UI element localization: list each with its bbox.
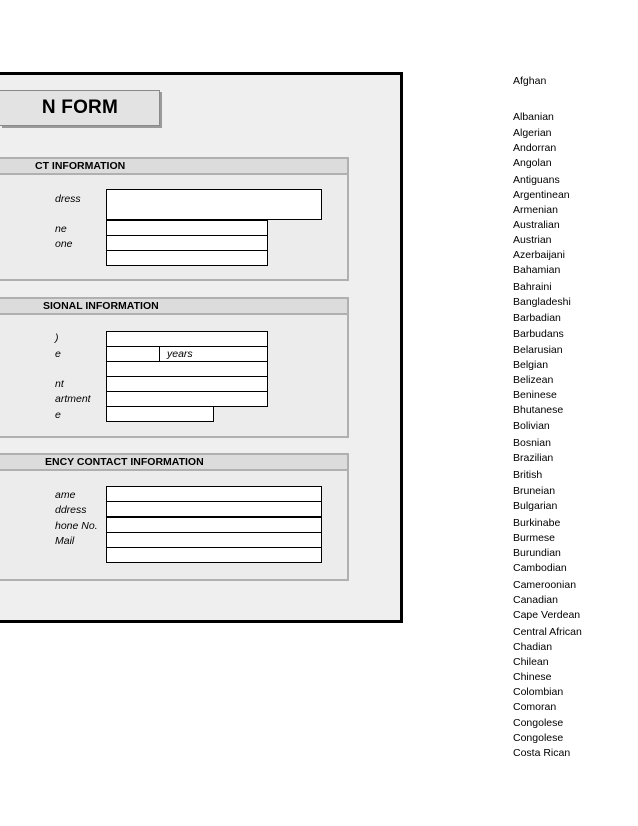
- emergency-phone-field[interactable]: [106, 517, 322, 533]
- field-label: Mail: [55, 535, 75, 547]
- list-item: Barbadian: [513, 312, 561, 324]
- professional-field-6[interactable]: [106, 406, 214, 422]
- list-item: Congolese: [513, 732, 564, 744]
- phone-field-2[interactable]: [106, 235, 268, 251]
- field-label: ame: [55, 489, 76, 501]
- list-item: Chinese: [513, 671, 552, 683]
- section-title: SIONAL INFORMATION: [43, 300, 159, 312]
- list-item: Angolan: [513, 157, 552, 169]
- section-header: [0, 159, 347, 175]
- section-title: CT INFORMATION: [35, 160, 126, 172]
- form-title: N FORM: [41, 97, 118, 118]
- list-item: Congolese: [513, 717, 564, 729]
- list-item: Colombian: [513, 686, 564, 698]
- application-form: [0, 72, 403, 623]
- department-field[interactable]: [106, 391, 268, 407]
- field-label: dress: [55, 193, 81, 205]
- list-item: British: [513, 469, 543, 481]
- professional-field-3[interactable]: [106, 361, 268, 377]
- list-item: Brazilian: [513, 452, 554, 464]
- list-item: Austrian: [513, 234, 552, 246]
- section-header: [0, 299, 347, 315]
- professional-field-4[interactable]: [106, 376, 268, 392]
- professional-field-1[interactable]: [106, 331, 268, 347]
- list-item: Belarusian: [513, 344, 563, 356]
- list-item: Afghan: [513, 75, 547, 87]
- experience-years-unit: [159, 346, 268, 362]
- list-item: Comoran: [513, 701, 557, 713]
- list-item: Barbudans: [513, 328, 564, 340]
- form-title-box: [0, 90, 160, 126]
- experience-years-field[interactable]: [106, 346, 160, 362]
- field-label: ddress: [55, 504, 87, 516]
- field-label: one: [55, 238, 73, 250]
- list-item: Albanian: [513, 111, 554, 123]
- emergency-extra-field[interactable]: [106, 547, 322, 563]
- list-item: Azerbaijani: [513, 249, 565, 261]
- list-item: Chilean: [513, 656, 549, 668]
- list-item: Andorran: [513, 142, 557, 154]
- years-label: years: [167, 348, 193, 360]
- list-item: Bolivian: [513, 420, 550, 432]
- list-item: Cameroonian: [513, 579, 577, 591]
- address-field[interactable]: [106, 189, 322, 220]
- list-item: Algerian: [513, 127, 552, 139]
- field-label: e: [55, 348, 61, 360]
- list-item: Bruneian: [513, 485, 556, 497]
- list-item: Bahamian: [513, 264, 561, 276]
- list-item: Cape Verdean: [513, 609, 581, 621]
- list-item: Beninese: [513, 389, 557, 401]
- list-item: Antiguans: [513, 174, 560, 186]
- field-label: nt: [55, 378, 64, 390]
- list-item: Argentinean: [513, 189, 570, 201]
- contact-information-section: [0, 157, 349, 281]
- section-title: ENCY CONTACT INFORMATION: [45, 456, 204, 468]
- field-label: ne: [55, 223, 67, 235]
- list-item: Costa Rican: [513, 747, 571, 759]
- list-item: Central African: [513, 626, 582, 638]
- field-label: hone No.: [55, 520, 98, 532]
- list-item: Burkinabe: [513, 517, 561, 529]
- emergency-email-field[interactable]: [106, 532, 322, 548]
- list-item: Bosnian: [513, 437, 551, 449]
- list-item: Bahraini: [513, 281, 552, 293]
- field-label: artment: [55, 393, 91, 405]
- section-header: [0, 455, 347, 471]
- list-item: Bhutanese: [513, 404, 564, 416]
- list-item: Burundian: [513, 547, 561, 559]
- contact-extra-field[interactable]: [106, 250, 268, 266]
- phone-field[interactable]: [106, 220, 268, 236]
- list-item: Cambodian: [513, 562, 567, 574]
- field-label: e: [55, 409, 61, 421]
- list-item: Chadian: [513, 641, 553, 653]
- list-item: Canadian: [513, 594, 558, 606]
- list-item: Armenian: [513, 204, 558, 216]
- list-item: Bulgarian: [513, 500, 558, 512]
- emergency-contact-section: [0, 453, 349, 581]
- professional-information-section: [0, 297, 349, 438]
- emergency-name-field[interactable]: [106, 486, 322, 502]
- list-item: Belgian: [513, 359, 549, 371]
- list-item: Burmese: [513, 532, 556, 544]
- emergency-address-field[interactable]: [106, 501, 322, 517]
- list-item: Bangladeshi: [513, 296, 571, 308]
- list-item: Australian: [513, 219, 560, 231]
- list-item: Belizean: [513, 374, 554, 386]
- field-label: ): [55, 332, 59, 344]
